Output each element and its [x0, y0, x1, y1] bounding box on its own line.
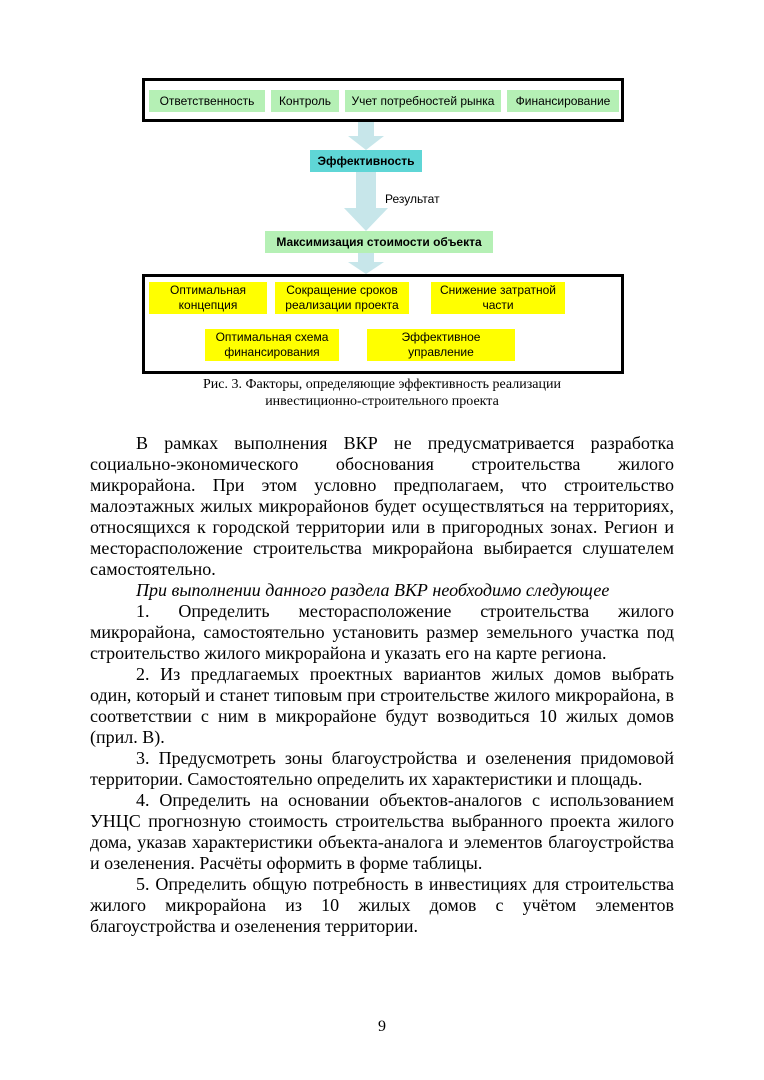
- effectiveness-label: Эффективность: [310, 150, 422, 172]
- top-factors-box: [142, 78, 624, 122]
- caption-line-2: инвестиционно-строительного проекта: [265, 394, 499, 409]
- arrow-1: [348, 122, 384, 150]
- bottom-factors-box: [142, 274, 624, 374]
- caption-line-1: Рис. 3. Факторы, определяющие эффективность реализации: [203, 377, 561, 392]
- effective-management: Эффективное управление: [367, 329, 515, 361]
- factor-control: Контроль: [271, 90, 339, 112]
- body-text: [90, 433, 674, 937]
- paragraph-heading: При выполнении данного раздела ВКР необходимо следующее: [136, 580, 610, 600]
- cost-reduction: Снижение затратной части: [431, 282, 565, 314]
- figure-caption: [0, 376, 764, 410]
- paragraph-item-3: 3. Предусмотреть зоны благоустройства и озеленения придомовой территории. Самостоятельно определить их характеристики и площадь.: [90, 748, 674, 789]
- paragraph-intro: В рамках выполнения ВКР не предусматривается разработка социально-экономического обоснования строительства жилого микрорайона. При этом условно предполагаем, что строительство малоэтажных жилых микрорайонов будет осуществляться на территориях, относящихся к городской территории или в пригородных зонах. Регион и месторасположение строительства микрорайона выбирается слушателем самостоятельно.: [90, 433, 674, 579]
- paragraph-item-4: 4. Определить на основании объектов-аналогов с использованием УНЦС прогнозную стоимость строительства выбранного проекта жилого дома, указав характеристики объекта-аналога и элементов благоустройства и озеленения. Расчёты оформить в форме таблицы.: [90, 790, 674, 873]
- factor-market-needs: Учет потребностей рынка: [345, 90, 501, 112]
- optimal-financing-scheme: Оптимальная схема финансирования: [205, 329, 339, 361]
- time-reduction: Сокращение сроков реализации проекта: [275, 282, 409, 314]
- arrow-3: [348, 253, 384, 274]
- optimal-concept: Оптимальная концепция: [149, 282, 267, 314]
- arrow-2: [344, 172, 388, 231]
- page-number: 9: [378, 1018, 386, 1035]
- factor-responsibility: Ответственность: [149, 90, 265, 112]
- paragraph-item-1: 1. Определить месторасположение строительства жилого микрорайона, самостоятельно установить размер земельного участка под строительство жилого микрорайона и указать его на карте региона.: [90, 601, 674, 663]
- maximization-label: Максимизация стоимости объекта: [265, 231, 493, 253]
- result-label: Результат: [385, 192, 440, 206]
- factors-diagram: [140, 78, 630, 378]
- paragraph-item-5: 5. Определить общую потребность в инвестициях для строительства жилого микрорайона из 10 жилых домов с учётом элементов благоустройства и озеленения территории.: [90, 874, 674, 936]
- factor-financing: Финансирование: [507, 90, 619, 112]
- paragraph-item-2: 2. Из предлагаемых проектных вариантов жилых домов выбрать один, который и станет типовым при строительстве жилого микрорайона, в соответствии с ним в микрорайоне будут возводиться 10 жилых домов (прил. В).: [90, 664, 674, 747]
